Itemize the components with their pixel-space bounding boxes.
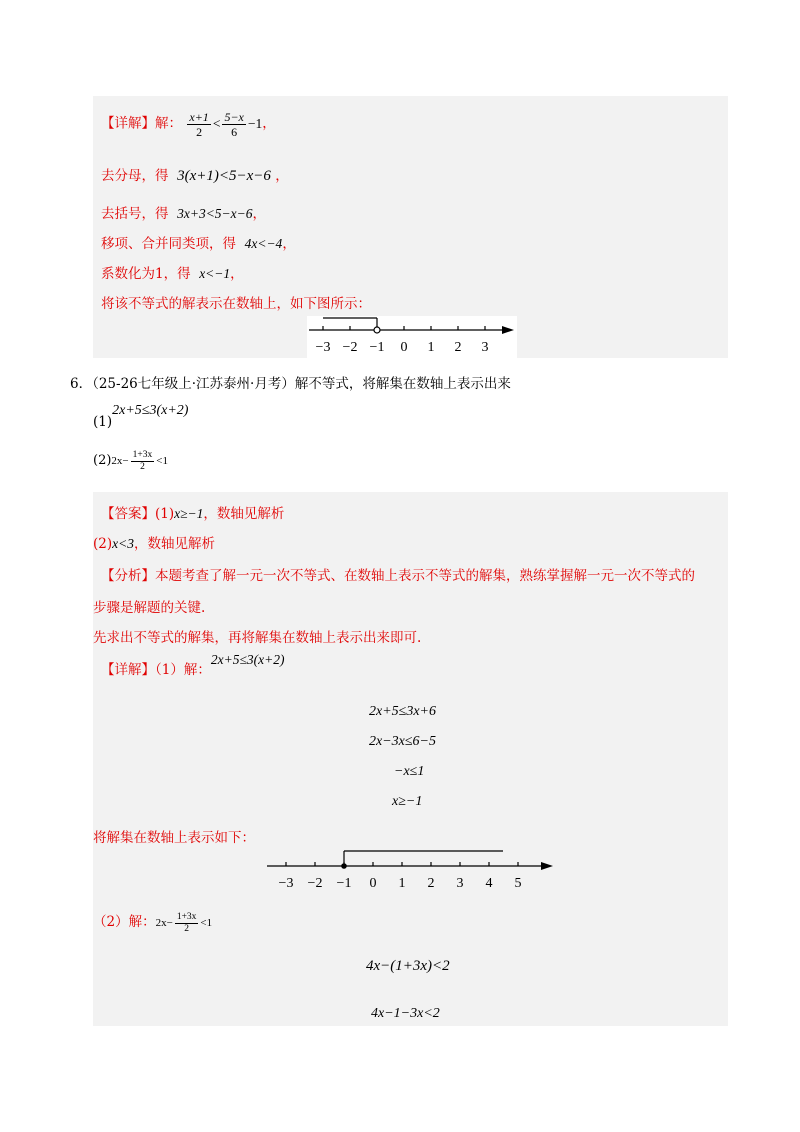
answer-line-1: 【答案】(1)x≥−1，数轴见解析 [101,506,285,522]
analysis-line-1: 【分析】本题考查了解一元一次不等式、在数轴上表示不等式的解集，熟练掌握解一元一次不等式的 [101,568,695,584]
number-line-1 [307,316,517,358]
numberline-intro-1: 将该不等式的解表示在数轴上，如下图所示： [101,296,371,312]
q6-part-2: (2)2x− $\frac{1+3x}{2}$ <1 [93,450,168,472]
analysis-line-3: 先求出不等式的解集，再将解集在数轴上表示出来即可. [93,630,422,646]
equation-1: 2x+5≤3x+6 [369,704,437,719]
numberline-intro-2: 将解集在数轴上表示如下： [93,830,255,846]
tick-label: 2 [454,340,462,355]
answer-line-2: (2)x<3，数轴见解析 [93,536,215,552]
step-1: 去分母，得 3(x+1)<5−x−6 ， [101,168,289,184]
equation-3: −x≤1 [394,764,425,779]
equation-5: 4x−(1+3x)<2 [366,958,450,974]
tick-label: −3 [315,340,331,355]
tick-label: −2 [307,876,323,891]
fraction-left: $\frac{x+1}{2}$ [189,110,209,139]
step-4: 系数化为1，得 x<−1， [101,266,244,282]
tick-label: 5 [514,876,522,891]
tick-label: −3 [278,876,294,891]
arrow-head [502,326,514,334]
tick-label: 1 [398,876,406,891]
question-6: 6．（25-26七年级上·江苏泰州·月考）解不等式，将解集在数轴上表示出来 [70,376,511,392]
equation-6: 4x−1−3x<2 [371,1006,440,1021]
open-point [374,327,380,333]
tick-label: 4 [485,876,493,891]
number-line-2 [265,846,565,894]
arrow-head [541,862,553,870]
step-3: 移项、合并同类项，得 4x<−4， [101,236,296,252]
tick-label: 3 [481,340,489,355]
detail-label: 【详解】 [101,115,155,132]
analysis-line-2: 步骤是解题的关键. [93,600,206,616]
equation-2: 2x−3x≤6−5 [369,734,437,749]
tick-label: −1 [336,876,352,891]
part-2-line: （2）解：2x− $\frac{1+3x}{2}$ <1 [93,911,213,934]
tick-label: 0 [369,876,377,891]
detail-line-2: 【详解】（1）解：2x+5≤3(x+2) [101,652,285,678]
fraction-right: $\frac{5-x}{6}$ [224,110,244,139]
tick-label: 1 [427,340,435,355]
tick-label: 3 [456,876,464,891]
equation-4: x≥−1 [392,794,423,809]
tick-label: 0 [400,340,408,355]
step-2: 去括号，得 3x+3<5−x−6， [101,206,267,222]
tick-label: −1 [369,340,385,355]
solution-box-1 [93,96,728,358]
solution-box-2 [93,492,728,1026]
detail-solve: 解： [155,115,182,132]
tick-label: 2 [427,876,435,891]
tick-label: −2 [342,340,358,355]
closed-point [341,863,347,869]
detail-line-1: 【详解】解： $\frac{x+1}{2}$ < $\frac{5-x}{6}$ −1， [101,110,276,139]
q6-part-1: (1)2x+5≤3(x+2) [93,403,189,430]
